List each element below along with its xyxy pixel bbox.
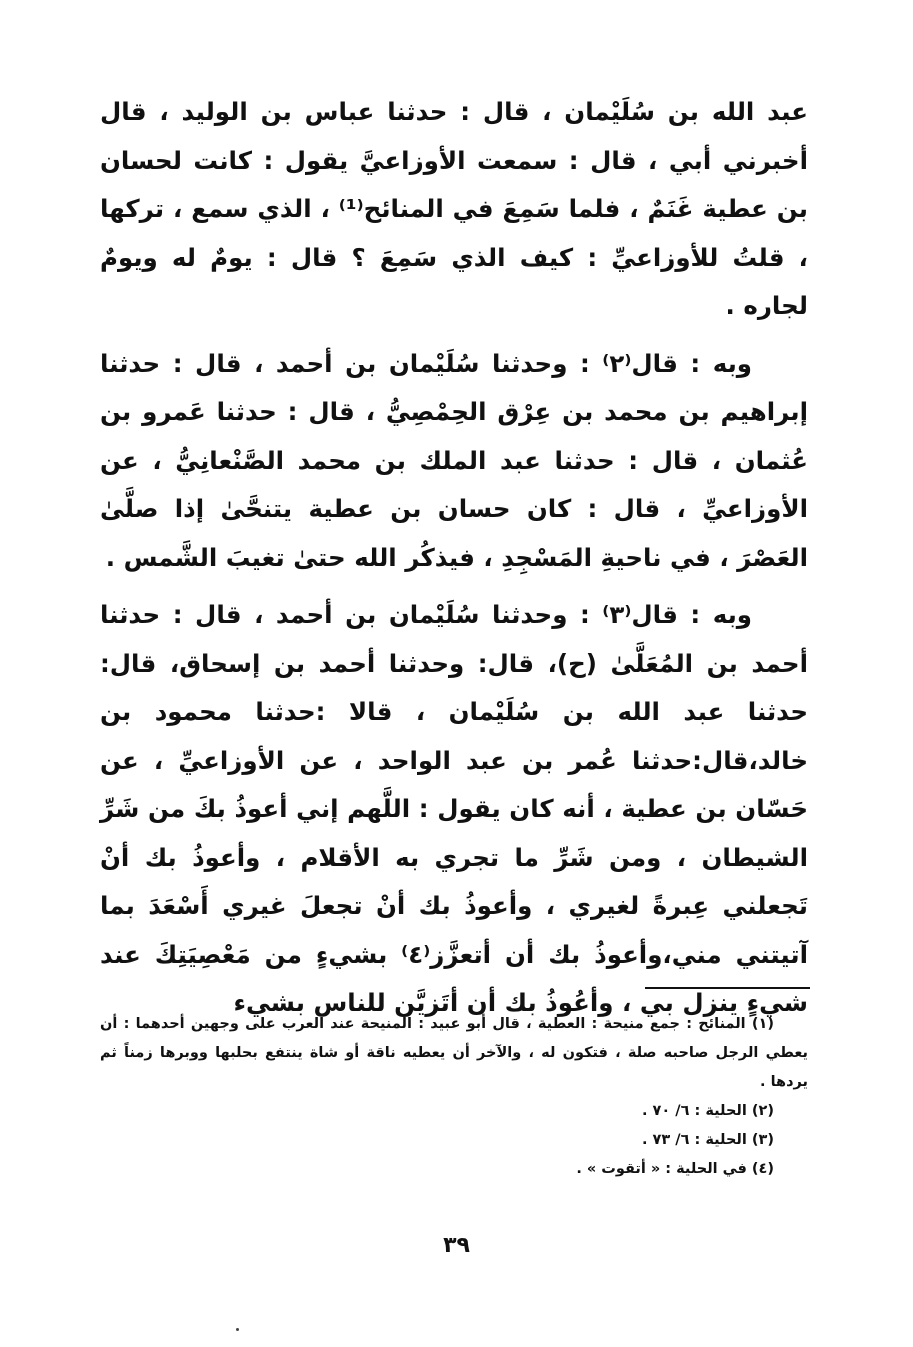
footnote-divider — [645, 987, 810, 989]
footnote-1: (١) المنائح : جمع منيحة : العطية ، قال أبو عبيد : المنيحة عند العرب على وجهين أحدهما : أن يعطي الرجل صاحبه صلة ، فتكون له ، والآخر أن يعطيه ناقة أو شاة ينتفع بحلبها ووبرها زمناً ثم يردها . — [100, 1016, 808, 1090]
footnote-4: (٤) في الحلية : « أتقوت » . — [576, 1161, 774, 1177]
page-number: ٣٩ — [443, 1233, 470, 1258]
paragraph-2: وبه : قال⁽٢⁾ : وحدثنا سُلَيْمان بن أحمد ، قال : حدثنا إبراهيم بن محمد بن عِرْق الحِمْصِيُّ ، قال : حدثنا عَمرو بن عُثمان ، قال : حدثنا عبد الملك بن محمد الصَّنْعانِيُّ ، عن الأوزاعيِّ ، قال : كان حسان بن عطية يتنحَّىٰ إذا صلَّىٰ العَصْرَ ، في ناحيةِ المَسْجِدِ ، فيذكُر الله حتىٰ تغيبَ الشَّمس . — [100, 348, 808, 572]
footnote-2: (٢) الحلية : ٦/ ٧٠ . — [641, 1103, 774, 1119]
main-text — [100, 88, 808, 1037]
paragraph-3: وبه : قال⁽٣⁾ : وحدثنا سُلَيْمان بن أحمد ، قال : حدثنا أحمد بن المُعَلَّىٰ (ح)، قال: وحدثنا أحمد بن إسحاق، قال: حدثنا عبد الله بن سُلَيْمان ، قالا :حدثنا محمود بن خالد،قال:حدثنا عُمر بن عبد الواحد ، عن الأوزاعيِّ ، عن حَسّان بن عطية ، أنه كان يقول : اللَّهم إني أعوذُ بكَ من شَرِّ الشيطان ، ومن شَرِّ ما تجري به الأقلام ، وأعوذُ بك أنْ تَجعلني عِبرةً لغيري ، وأعوذُ بك أنْ تجعلَ غيري أَسْعَدَ بما آتيتني مني،وأعوذُ بك أن أتعزَّز⁽٤⁾ بشيءٍ من مَعْصِيَتِكَ عند شيءٍ ينزل بي ، وأعُوذُ بك أن أتَزيَّن للناس بشيء — [100, 600, 808, 1017]
footnote-3: (٣) الحلية : ٦/ ٧٣ . — [641, 1132, 774, 1148]
footnotes — [100, 1010, 808, 1184]
scan-speck — [236, 1328, 239, 1331]
paragraph-1: عبد الله بن سُلَيْمان ، قال : حدثنا عباس بن الوليد ، قال أخبرني أبي ، قال : سمعت الأوزاعيَّ يقول : كانت لحسان بن عطية غَنَمٌ ، فلما سَمِعَ في المنائح⁽¹⁾ ، الذي سمع ، تركها ، قلتُ للأوزاعيِّ : كيف الذي سَمِعَ ؟ قال : يومٌ له ويومٌ لجاره . — [100, 97, 809, 320]
